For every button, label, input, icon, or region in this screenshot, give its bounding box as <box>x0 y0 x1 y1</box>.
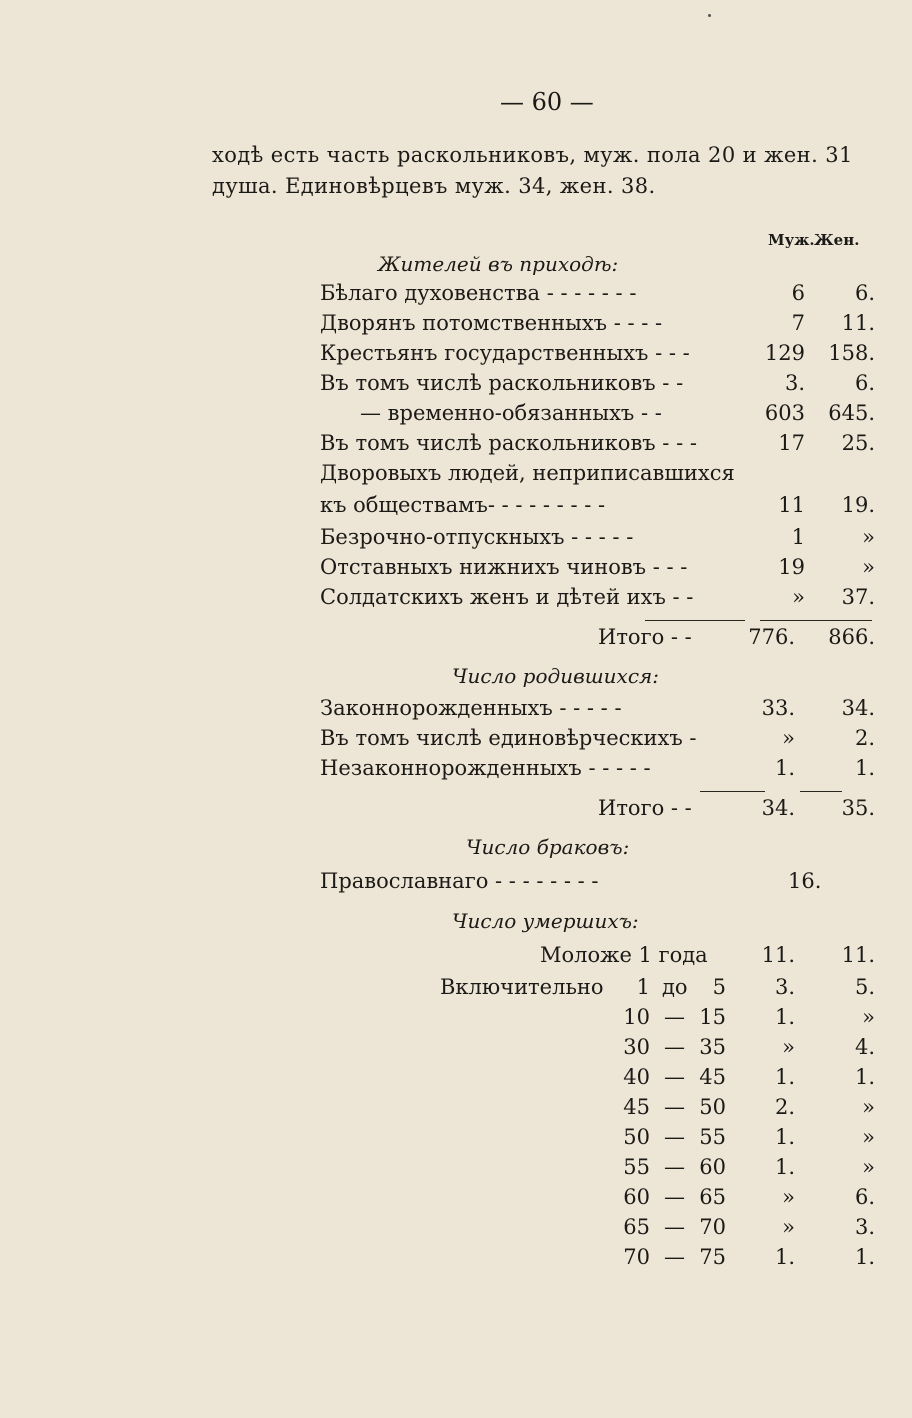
female-value: 2. <box>854 726 875 750</box>
age-separator: до <box>662 975 688 999</box>
age-to: 70 <box>699 1215 726 1239</box>
deaths-age-row <box>0 1005 912 1035</box>
deaths-age-row <box>0 1095 912 1125</box>
deaths-age-row <box>0 1035 912 1065</box>
residents-row <box>0 371 912 401</box>
row-label: Дворянъ потомственныхъ - - - - <box>320 311 663 335</box>
total-rule <box>700 791 765 792</box>
row-label: Отставныхъ нижнихъ чиновъ - - - <box>320 555 688 579</box>
residents-row <box>0 431 912 461</box>
female-value: 1. <box>854 756 875 780</box>
residents-heading: Жителей въ приходѣ: <box>378 252 619 276</box>
male-value: 129 <box>764 341 805 365</box>
female-value: 6. <box>854 1185 875 1209</box>
row-label: Православнаго - - - - - - - - <box>320 869 599 893</box>
male-value: 19 <box>778 555 805 579</box>
male-value: 1 <box>791 525 805 549</box>
female-value: 5. <box>854 975 875 999</box>
male-value: 17 <box>778 431 805 455</box>
residents-row <box>0 525 912 555</box>
row-label: Дворовыхъ людей, неприписавшихся <box>320 461 735 485</box>
male-value: 7 <box>791 311 805 335</box>
male-value: » <box>782 726 795 750</box>
age-separator: — <box>664 1155 685 1179</box>
age-from: 50 <box>623 1125 650 1149</box>
total-female: 35. <box>841 796 875 820</box>
male-value: 11. <box>761 943 795 967</box>
age-from: 1 <box>636 975 650 999</box>
male-value: 603 <box>764 401 805 425</box>
intro-line-2: душа. Единовѣрцевъ муж. 34, жен. 38. <box>212 174 656 198</box>
male-value: 1. <box>774 756 795 780</box>
age-to: 15 <box>699 1005 726 1029</box>
female-value: 4. <box>854 1035 875 1059</box>
deaths-age-row <box>0 1245 912 1275</box>
age-from: 10 <box>623 1005 650 1029</box>
male-value: 6 <box>791 281 805 305</box>
age-from: 55 <box>623 1155 650 1179</box>
female-value: » <box>862 1125 875 1149</box>
column-header-male: Муж. <box>768 231 815 249</box>
row-label: — временно-обязанныхъ - - <box>360 401 662 425</box>
female-value: 6. <box>854 371 875 395</box>
row-value: 16. <box>788 869 822 893</box>
marriages-heading: Число браковъ: <box>466 835 630 859</box>
female-value: 645. <box>828 401 875 425</box>
births-row <box>0 726 912 756</box>
row-label: Въ томъ числѣ единовѣрческихъ - <box>320 726 697 750</box>
births-row <box>0 696 912 726</box>
male-value: » <box>782 1185 795 1209</box>
inclusive-label: Включительно <box>440 975 604 999</box>
age-to: 50 <box>699 1095 726 1119</box>
age-to: 55 <box>699 1125 726 1149</box>
female-value: » <box>862 525 875 549</box>
page-number: — 60 — <box>500 88 594 116</box>
total-rule <box>760 620 872 621</box>
row-label: Безрочно-отпускныхъ - - - - - <box>320 525 634 549</box>
female-value: 37. <box>841 585 875 609</box>
total-rule <box>800 791 842 792</box>
deaths-age-row <box>0 1125 912 1155</box>
female-value: 34. <box>841 696 875 720</box>
male-value: » <box>782 1215 795 1239</box>
births-total-row <box>0 796 912 826</box>
male-value: 1. <box>774 1155 795 1179</box>
residents-row <box>0 585 912 615</box>
female-value: 3. <box>854 1215 875 1239</box>
age-from: 65 <box>623 1215 650 1239</box>
male-value: » <box>782 1035 795 1059</box>
residents-row <box>0 555 912 585</box>
row-label: Солдатскихъ женъ и дѣтей ихъ - - <box>320 585 694 609</box>
marriage-row <box>0 869 912 899</box>
print-speck <box>708 14 711 17</box>
total-label: Итого - - <box>598 796 692 820</box>
deaths-age-row <box>0 1215 912 1245</box>
age-separator: — <box>664 1035 685 1059</box>
female-value: 1. <box>854 1245 875 1269</box>
age-separator: — <box>664 1065 685 1089</box>
deaths-age-row <box>0 975 912 1005</box>
age-from: 60 <box>623 1185 650 1209</box>
deaths-age-row <box>0 1065 912 1095</box>
row-label: Законнорожденныхъ - - - - - <box>320 696 622 720</box>
age-separator: — <box>664 1245 685 1269</box>
total-label: Итого - - <box>598 625 692 649</box>
age-to: 35 <box>699 1035 726 1059</box>
age-to: 45 <box>699 1065 726 1089</box>
deaths-age-row <box>0 1155 912 1185</box>
male-value: 2. <box>774 1095 795 1119</box>
total-male: 34. <box>761 796 795 820</box>
female-value: 158. <box>828 341 875 365</box>
total-male: 776. <box>748 625 795 649</box>
residents-row <box>0 281 912 311</box>
female-value: » <box>862 1155 875 1179</box>
age-separator: — <box>664 1185 685 1209</box>
age-to: 5 <box>712 975 726 999</box>
female-value: 1. <box>854 1065 875 1089</box>
age-separator: — <box>664 1215 685 1239</box>
female-value: 25. <box>841 431 875 455</box>
deaths-first-row <box>0 943 912 973</box>
row-label: Бѣлаго духовенства - - - - - - - <box>320 281 637 305</box>
age-from: 45 <box>623 1095 650 1119</box>
row-label: къ обществамъ- - - - - - - - - <box>320 493 606 517</box>
total-female: 866. <box>828 625 875 649</box>
deaths-age-row <box>0 1185 912 1215</box>
residents-row <box>0 461 912 491</box>
female-value: 6. <box>854 281 875 305</box>
births-row <box>0 756 912 786</box>
residents-row <box>0 493 912 523</box>
residents-row <box>0 341 912 371</box>
female-value: » <box>862 1095 875 1119</box>
male-value: 3. <box>784 371 805 395</box>
age-to: 75 <box>699 1245 726 1269</box>
residents-row <box>0 311 912 341</box>
age-separator: — <box>664 1125 685 1149</box>
male-value: 11 <box>778 493 805 517</box>
column-header-female: Жен. <box>814 231 860 249</box>
residents-row <box>0 401 912 431</box>
row-label: Моложе 1 года <box>540 943 708 967</box>
age-separator: — <box>664 1005 685 1029</box>
row-label: Въ томъ числѣ раскольниковъ - - - <box>320 431 697 455</box>
residents-total-row <box>0 625 912 655</box>
female-value: » <box>862 1005 875 1029</box>
row-label: Крестьянъ государственныхъ - - - <box>320 341 690 365</box>
total-rule <box>645 620 745 621</box>
female-value: 11. <box>841 943 875 967</box>
male-value: 1. <box>774 1005 795 1029</box>
age-separator: — <box>664 1095 685 1119</box>
age-to: 65 <box>699 1185 726 1209</box>
age-from: 30 <box>623 1035 650 1059</box>
male-value: 1. <box>774 1065 795 1089</box>
male-value: 33. <box>761 696 795 720</box>
female-value: 19. <box>841 493 875 517</box>
births-heading: Число родившихся: <box>452 664 660 688</box>
male-value: 1. <box>774 1245 795 1269</box>
age-from: 40 <box>623 1065 650 1089</box>
age-to: 60 <box>699 1155 726 1179</box>
male-value: » <box>792 585 805 609</box>
male-value: 3. <box>774 975 795 999</box>
intro-line-1: ходѣ есть часть раскольниковъ, муж. пола 20 и жен. 31 <box>212 143 853 167</box>
row-label: Незаконнорожденныхъ - - - - - <box>320 756 651 780</box>
female-value: 11. <box>841 311 875 335</box>
female-value: » <box>862 555 875 579</box>
deaths-heading: Число умершихъ: <box>452 909 639 933</box>
row-label: Въ томъ числѣ раскольниковъ - - <box>320 371 684 395</box>
male-value: 1. <box>774 1125 795 1149</box>
age-from: 70 <box>623 1245 650 1269</box>
